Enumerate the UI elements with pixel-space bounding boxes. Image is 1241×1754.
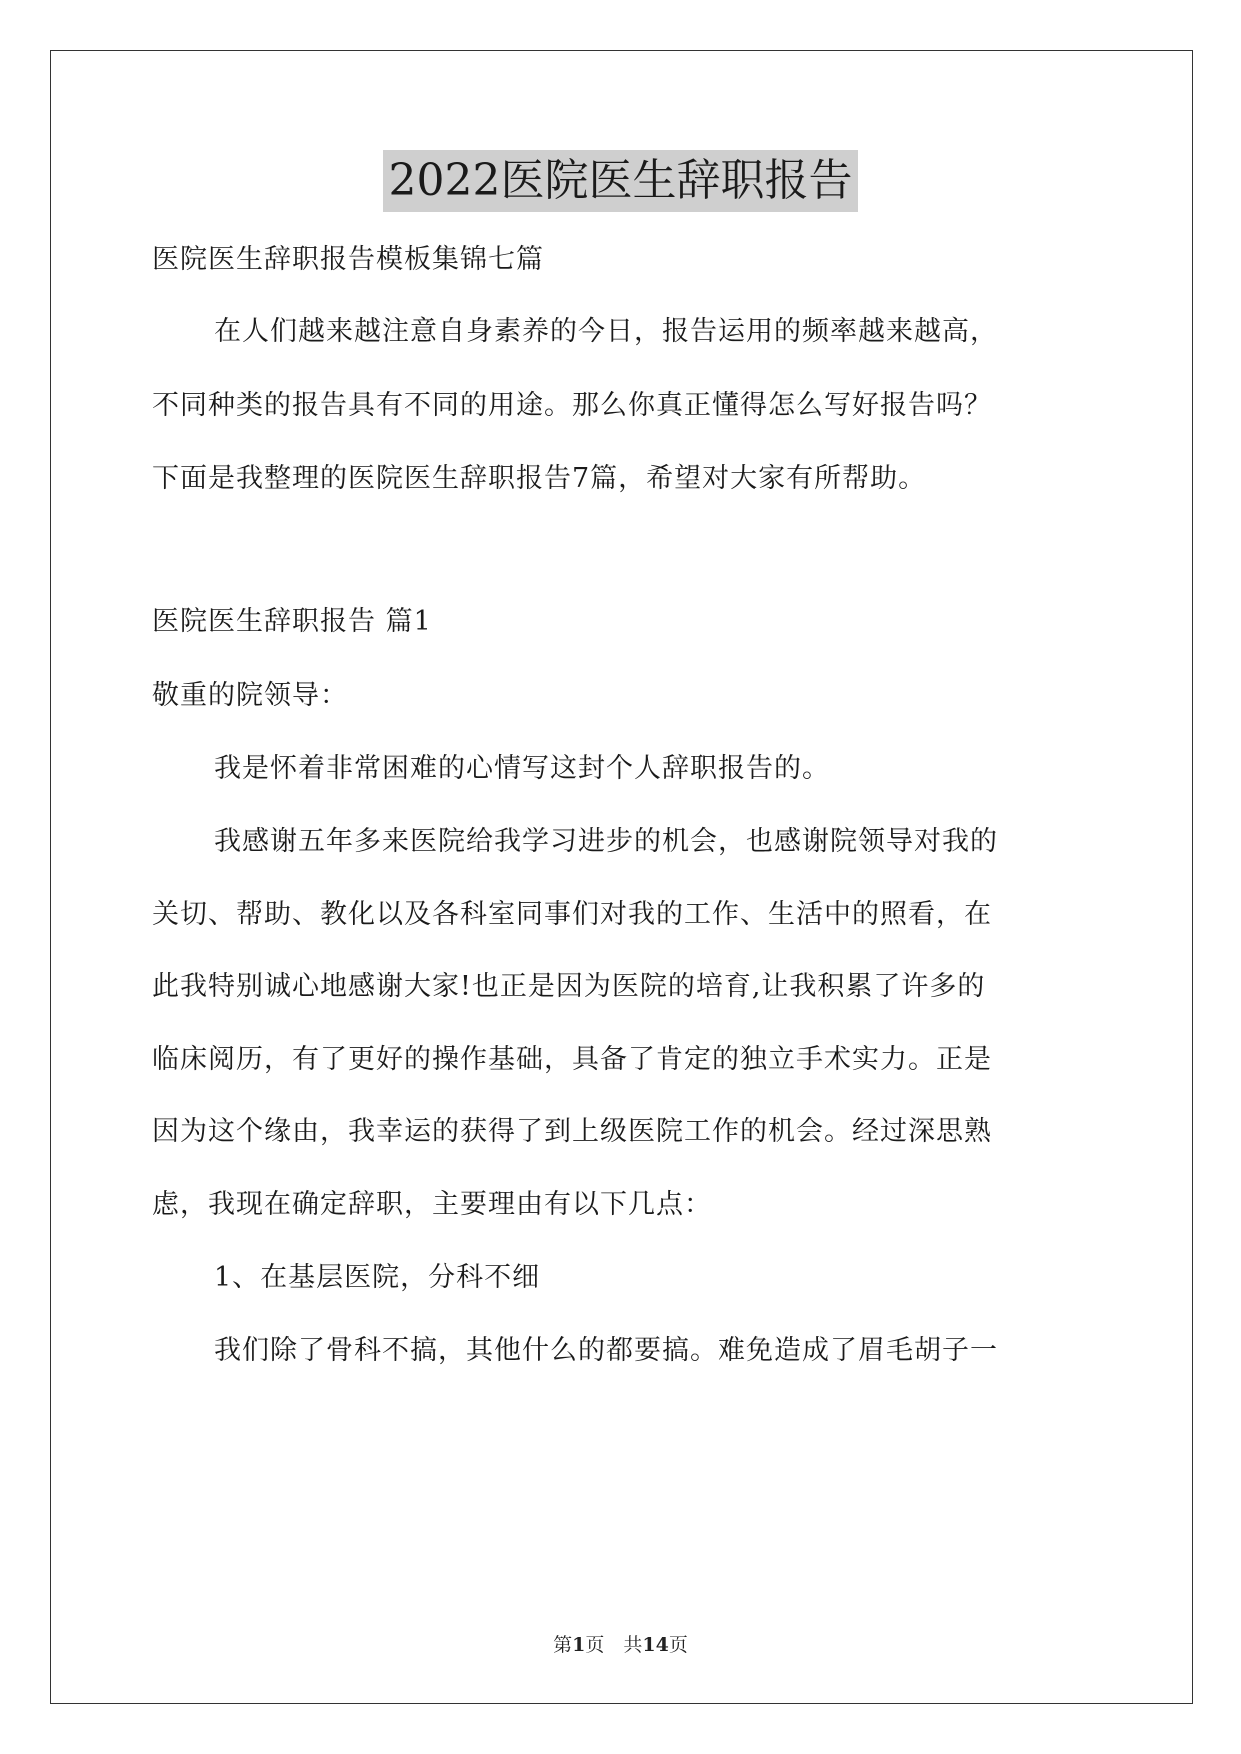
section-heading: 医院医生辞职报告 篇1 bbox=[152, 606, 432, 637]
salutation: 敬重的院领导： bbox=[152, 680, 348, 711]
page-footer bbox=[0, 1632, 1241, 1658]
paragraph-3-line-1: 我们除了骨科不搞，其他什么的都要搞。难免造成了眉毛胡子一 bbox=[214, 1335, 998, 1366]
document-subtitle: 医院医生辞职报告模板集锦七篇 bbox=[152, 244, 544, 275]
footer-page-mid: 页 共 bbox=[585, 1634, 643, 1656]
paragraph-2-line-1: 我感谢五年多来医院给我学习进步的机会，也感谢院领导对我的 bbox=[214, 826, 998, 857]
intro-line-2: 不同种类的报告具有不同的用途。那么你真正懂得怎么写好报告吗？ bbox=[152, 390, 992, 421]
footer-page-suffix: 页 bbox=[668, 1634, 688, 1656]
point-1: 1、在基层医院，分科不细 bbox=[214, 1262, 541, 1293]
paragraph-2-line-4: 临床阅历，有了更好的操作基础，具备了肯定的独立手术实力。正是 bbox=[152, 1044, 992, 1075]
paragraph-2-line-2: 关切、帮助、教化以及各科室同事们对我的工作、生活中的照看，在 bbox=[152, 899, 992, 930]
footer-page-current: 1 bbox=[572, 1634, 586, 1656]
paragraph-2-line-3: 此我特别诚心地感谢大家!也正是因为医院的培育,让我积累了许多的 bbox=[152, 971, 986, 1002]
intro-line-1: 在人们越来越注意自身素养的今日，报告运用的频率越来越高， bbox=[214, 316, 998, 347]
paragraph-1: 我是怀着非常困难的心情写这封个人辞职报告的。 bbox=[214, 753, 830, 784]
paragraph-2-line-6: 虑，我现在确定辞职，主要理由有以下几点： bbox=[152, 1189, 712, 1220]
page-border bbox=[50, 50, 1193, 1704]
title-container bbox=[0, 150, 1241, 212]
intro-line-3: 下面是我整理的医院医生辞职报告7篇，希望对大家有所帮助。 bbox=[152, 463, 927, 494]
paragraph-2-line-5: 因为这个缘由，我幸运的获得了到上级医院工作的机会。经过深思熟 bbox=[152, 1116, 992, 1147]
document-title: 2022医院医生辞职报告 bbox=[383, 150, 859, 212]
footer-page-prefix: 第 bbox=[553, 1634, 573, 1656]
footer-page-total: 14 bbox=[642, 1634, 669, 1656]
